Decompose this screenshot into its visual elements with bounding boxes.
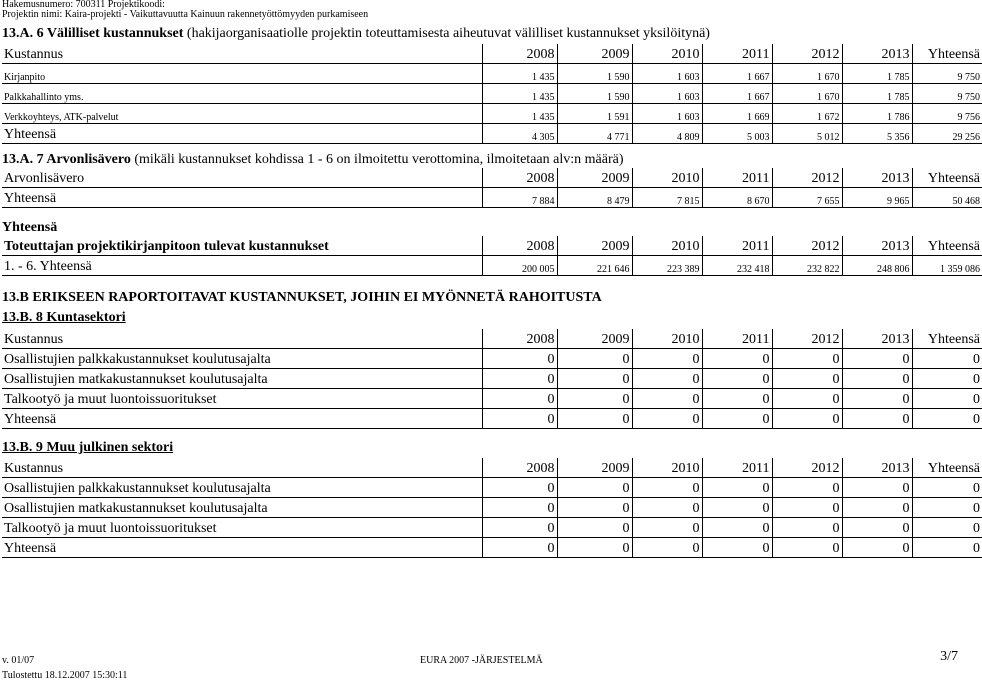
cell-value: 2010 (632, 329, 702, 349)
cell-value: 0 (842, 498, 912, 518)
cell-value: 0 (772, 538, 842, 558)
cell-value: 1 591 (557, 104, 632, 124)
cell-value: 0 (842, 389, 912, 409)
cell-value: 0 (632, 349, 702, 369)
cell-value: 0 (702, 518, 772, 538)
cell-value: 2013 (842, 329, 912, 349)
cell-value: 0 (772, 409, 842, 429)
cell-value: 9 750 (912, 64, 982, 84)
cell-value: 0 (482, 389, 557, 409)
cell-value: 5 356 (842, 124, 912, 144)
table-row (2, 458, 982, 478)
row-label: Osallistujien palkkakustannukset koulutusajalta (2, 349, 482, 369)
cell-value: Yhteensä (912, 458, 982, 478)
cell-value: 0 (842, 538, 912, 558)
cell-value: 0 (842, 369, 912, 389)
cell-value: 2011 (702, 236, 772, 256)
table-row (2, 124, 982, 144)
table-a7 (2, 168, 982, 208)
cell-value: 8 670 (702, 188, 772, 208)
footer-page: 3/7 (940, 649, 958, 664)
cell-value: 2008 (482, 329, 557, 349)
cell-value: 2009 (557, 236, 632, 256)
cell-value: 0 (702, 369, 772, 389)
cell-value: 2011 (702, 44, 772, 64)
cell-value: 0 (842, 518, 912, 538)
row-label: Yhteensä (2, 538, 482, 558)
footer-system: EURA 2007 -JÄRJESTELMÄ (420, 655, 543, 666)
table-a6 (2, 44, 982, 144)
cell-value: 0 (912, 369, 982, 389)
cell-value: 1 603 (632, 104, 702, 124)
cell-value: 2011 (702, 168, 772, 188)
table-row (2, 349, 982, 369)
cell-value: 2009 (557, 168, 632, 188)
cell-value: 221 646 (557, 256, 632, 276)
cell-value: 1 603 (632, 64, 702, 84)
row-label: Kustannus (2, 44, 482, 64)
cell-value: 2009 (557, 458, 632, 478)
row-label: 1. - 6. Yhteensä (2, 256, 482, 276)
cell-value: 0 (632, 498, 702, 518)
table-b9 (2, 458, 982, 558)
cell-value: 4 809 (632, 124, 702, 144)
cell-value: 2008 (482, 236, 557, 256)
cell-value: 0 (912, 518, 982, 538)
cell-value: 9 750 (912, 84, 982, 104)
cell-value: 0 (632, 518, 702, 538)
cell-value: 1 667 (702, 64, 772, 84)
row-label: Talkootyö ja muut luontoissuoritukset (2, 518, 482, 538)
cell-value: 1 590 (557, 64, 632, 84)
row-label: Verkkoyhteys, ATK-palvelut (2, 104, 482, 124)
cell-value: 2012 (772, 329, 842, 349)
table-row (2, 498, 982, 518)
cell-value: 2009 (557, 329, 632, 349)
cell-value: 0 (482, 478, 557, 498)
cell-value: 0 (482, 518, 557, 538)
table-row (2, 168, 982, 188)
cell-value: 1 435 (482, 84, 557, 104)
row-label: Osallistujien matkakustannukset koulutusajalta (2, 369, 482, 389)
cell-value: 2010 (632, 44, 702, 64)
cell-value: 0 (842, 478, 912, 498)
cell-value: 0 (632, 538, 702, 558)
cell-value: 1 672 (772, 104, 842, 124)
row-label: Talkootyö ja muut luontoissuoritukset (2, 389, 482, 409)
cell-value: 2012 (772, 236, 842, 256)
cell-value: 1 435 (482, 104, 557, 124)
table-row (2, 188, 982, 208)
cell-value: Yhteensä (912, 329, 982, 349)
cell-value: 0 (632, 478, 702, 498)
cell-value: 232 418 (702, 256, 772, 276)
cell-value: 0 (912, 498, 982, 518)
cell-value: 0 (702, 389, 772, 409)
cell-value: 4 305 (482, 124, 557, 144)
project-name: Projektin nimi: Kaira-projekti - Vaikuttavuutta Kainuun rakennetyöttömyyden purkamiseen (2, 9, 369, 20)
table-row (2, 256, 982, 276)
cell-value: 0 (912, 349, 982, 369)
cell-value: 8 479 (557, 188, 632, 208)
cell-value: 1 590 (557, 84, 632, 104)
cell-value: 0 (632, 409, 702, 429)
cell-value: 0 (632, 369, 702, 389)
cell-value: 2009 (557, 44, 632, 64)
cell-value: 200 005 (482, 256, 557, 276)
table-row (2, 64, 982, 84)
cell-value: 0 (842, 349, 912, 369)
cell-value: 1 603 (632, 84, 702, 104)
cell-value: Yhteensä (912, 44, 982, 64)
row-label: Osallistujien palkkakustannukset koulutusajalta (2, 478, 482, 498)
cell-value: 0 (702, 478, 772, 498)
cell-value: 248 806 (842, 256, 912, 276)
cell-value: 2013 (842, 236, 912, 256)
cell-value: 1 359 086 (912, 256, 982, 276)
table-row (2, 389, 982, 409)
cell-value: 1 667 (702, 84, 772, 104)
document-header (2, 0, 368, 20)
row-label: Palkkahallinto yms. (2, 84, 482, 104)
section-b9-title: 13.B. 9 Muu julkinen sektori (2, 440, 174, 455)
cell-value: 0 (482, 538, 557, 558)
cell-value: 2013 (842, 458, 912, 478)
cell-value: 2010 (632, 236, 702, 256)
cell-value: 4 771 (557, 124, 632, 144)
section-a7-title: 13.A. 7 Arvonlisävero (mikäli kustannukset kohdissa 1 - 6 on ilmoitettu verottomina, ilmoitetaan alv:n määrä) (2, 152, 624, 167)
cell-value: 2008 (482, 168, 557, 188)
cell-value: 2012 (772, 458, 842, 478)
cell-value: 0 (557, 498, 632, 518)
cell-value: 2013 (842, 44, 912, 64)
cell-value: 2011 (702, 458, 772, 478)
cell-value: 0 (632, 389, 702, 409)
cell-value: 0 (557, 349, 632, 369)
footer-printed: Tulostettu 18.12.2007 15:30:11 (2, 670, 128, 681)
cell-value: 0 (557, 538, 632, 558)
cell-value: 29 256 (912, 124, 982, 144)
cell-value: 7 815 (632, 188, 702, 208)
cell-value: 1 786 (842, 104, 912, 124)
cell-value: 1 435 (482, 64, 557, 84)
row-label: Osallistujien matkakustannukset koulutusajalta (2, 498, 482, 518)
table-row (2, 329, 982, 349)
cell-value: 0 (557, 478, 632, 498)
cell-value: 0 (772, 498, 842, 518)
cell-value: 0 (557, 389, 632, 409)
cell-value: 2012 (772, 168, 842, 188)
cell-value: 0 (912, 389, 982, 409)
cell-value: 2008 (482, 458, 557, 478)
cell-value: 1 670 (772, 64, 842, 84)
cell-value: 7 655 (772, 188, 842, 208)
table-row (2, 44, 982, 64)
row-label: Kirjanpito (2, 64, 482, 84)
row-label: Kustannus (2, 458, 482, 478)
cell-value: 1 670 (772, 84, 842, 104)
row-label: Toteuttajan projektikirjanpitoon tulevat kustannukset (2, 236, 482, 256)
cell-value: 0 (702, 349, 772, 369)
cell-value: 1 669 (702, 104, 772, 124)
cell-value: 0 (557, 518, 632, 538)
cell-value: 0 (702, 409, 772, 429)
cell-value: Yhteensä (912, 236, 982, 256)
cell-value: 232 822 (772, 256, 842, 276)
cell-value: 2008 (482, 44, 557, 64)
cell-value: 0 (482, 349, 557, 369)
cell-value: 1 785 (842, 84, 912, 104)
cell-value: 0 (772, 478, 842, 498)
cell-value: 2011 (702, 329, 772, 349)
cell-value: Yhteensä (912, 168, 982, 188)
cell-value: 0 (772, 518, 842, 538)
section-total-title: Yhteensä (2, 220, 58, 235)
cell-value: 2010 (632, 168, 702, 188)
cell-value: 0 (482, 369, 557, 389)
cell-value: 0 (772, 389, 842, 409)
cell-value: 0 (702, 498, 772, 518)
cell-value: 9 965 (842, 188, 912, 208)
cell-value: 0 (702, 538, 772, 558)
table-row (2, 409, 982, 429)
row-label: Arvonlisävero (2, 168, 482, 188)
cell-value: 0 (912, 409, 982, 429)
cell-value: 2010 (632, 458, 702, 478)
cell-value: 0 (482, 498, 557, 518)
cell-value: 9 756 (912, 104, 982, 124)
section-b-title: 13.B ERIKSEEN RAPORTOITAVAT KUSTANNUKSET, JOIHIN EI MYÖNNETÄ RAHOITUSTA (2, 290, 602, 305)
row-label: Kustannus (2, 329, 482, 349)
table-total (2, 236, 982, 276)
table-row (2, 538, 982, 558)
cell-value: 0 (557, 409, 632, 429)
application-number: Hakemusnumero: 700311 Projektikoodi: (2, 0, 165, 10)
footer-version: v. 01/07 (2, 655, 35, 666)
table-row (2, 104, 982, 124)
table-row (2, 236, 982, 256)
row-label: Yhteensä (2, 188, 482, 208)
table-row (2, 369, 982, 389)
cell-value: 0 (912, 478, 982, 498)
row-label: Yhteensä (2, 124, 482, 144)
section-a6-title: 13.A. 6 Välilliset kustannukset (hakijaorganisaatiolle projektin toteuttamisesta aiheutuvat välilliset kustannukset yksilöitynä) (2, 26, 710, 41)
table-row (2, 518, 982, 538)
table-b8 (2, 329, 982, 429)
cell-value: 0 (557, 369, 632, 389)
cell-value: 0 (912, 538, 982, 558)
cell-value: 5 012 (772, 124, 842, 144)
cell-value: 2013 (842, 168, 912, 188)
table-row (2, 478, 982, 498)
cell-value: 1 785 (842, 64, 912, 84)
cell-value: 0 (842, 409, 912, 429)
cell-value: 2012 (772, 44, 842, 64)
cell-value: 223 389 (632, 256, 702, 276)
cell-value: 7 884 (482, 188, 557, 208)
cell-value: 0 (772, 369, 842, 389)
cell-value: 5 003 (702, 124, 772, 144)
table-row (2, 84, 982, 104)
row-label: Yhteensä (2, 409, 482, 429)
cell-value: 0 (772, 349, 842, 369)
cell-value: 50 468 (912, 188, 982, 208)
section-b8-title: 13.B. 8 Kuntasektori (2, 310, 126, 325)
cell-value: 0 (482, 409, 557, 429)
